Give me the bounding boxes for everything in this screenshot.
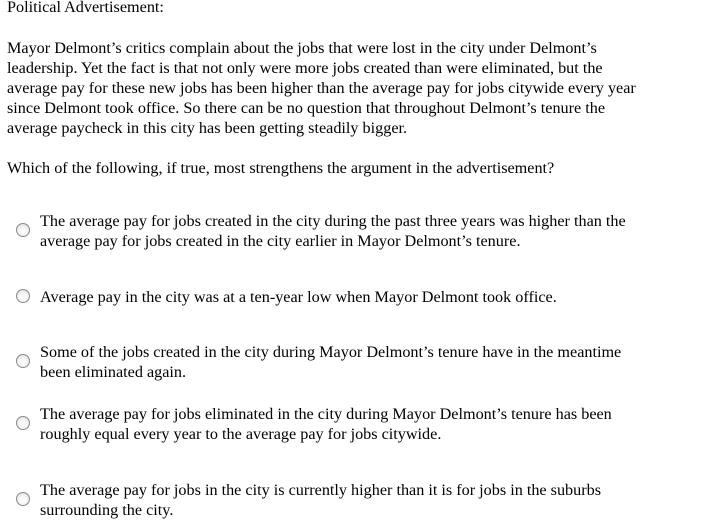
ad-title: Political Advertisement: [7,0,164,16]
option-e-line: surrounding the city. [40,501,174,519]
option-a-radio[interactable] [16,223,30,237]
option-a-label[interactable] [40,211,626,251]
option-c-radio[interactable] [16,354,30,368]
option-d-line: roughly equal every year to the average pay for jobs citywide. [40,425,442,443]
passage-line: Mayor Delmont’s critics complain about the jobs that were lost in the city under Delmont’s [7,39,597,57]
option-a-line: The average pay for jobs created in the city during the past three years was higher than the [40,212,626,230]
option-c-line: Some of the jobs created in the city during Mayor Delmont’s tenure have in the meantime [40,343,622,361]
option-c-label[interactable] [40,342,621,382]
option-b-radio[interactable] [16,289,30,303]
option-b-label[interactable] [40,287,557,307]
question-stem: Which of the following, if true, most strengthens the argument in the advertisement? [7,159,555,177]
passage-line: average paycheck in this city has been getting steadily bigger. [7,119,408,137]
option-d-line: The average pay for jobs eliminated in the city during Mayor Delmont’s tenure has been [40,405,612,423]
option-d-radio[interactable] [16,416,30,430]
option-c-line: been eliminated again. [40,363,187,381]
option-e-label[interactable] [40,480,601,520]
passage-line: since Delmont took office. So there can be no question that throughout Delmont’s tenure the [7,99,606,117]
option-e-radio[interactable] [16,492,30,506]
passage-line: average pay for these new jobs has been higher than the average pay for jobs citywide every year [7,79,636,97]
passage [7,38,636,138]
option-e-line: The average pay for jobs in the city is currently higher than it is for jobs in the suburbs [40,481,602,499]
option-b-line: Average pay in the city was at a ten-year low when Mayor Delmont took office. [40,288,557,306]
passage-line: leadership. Yet the fact is that not only were more jobs created than were eliminated, but the [7,59,603,77]
option-d-label[interactable] [40,404,612,444]
option-a-line: average pay for jobs created in the city earlier in Mayor Delmont’s tenure. [40,232,521,250]
